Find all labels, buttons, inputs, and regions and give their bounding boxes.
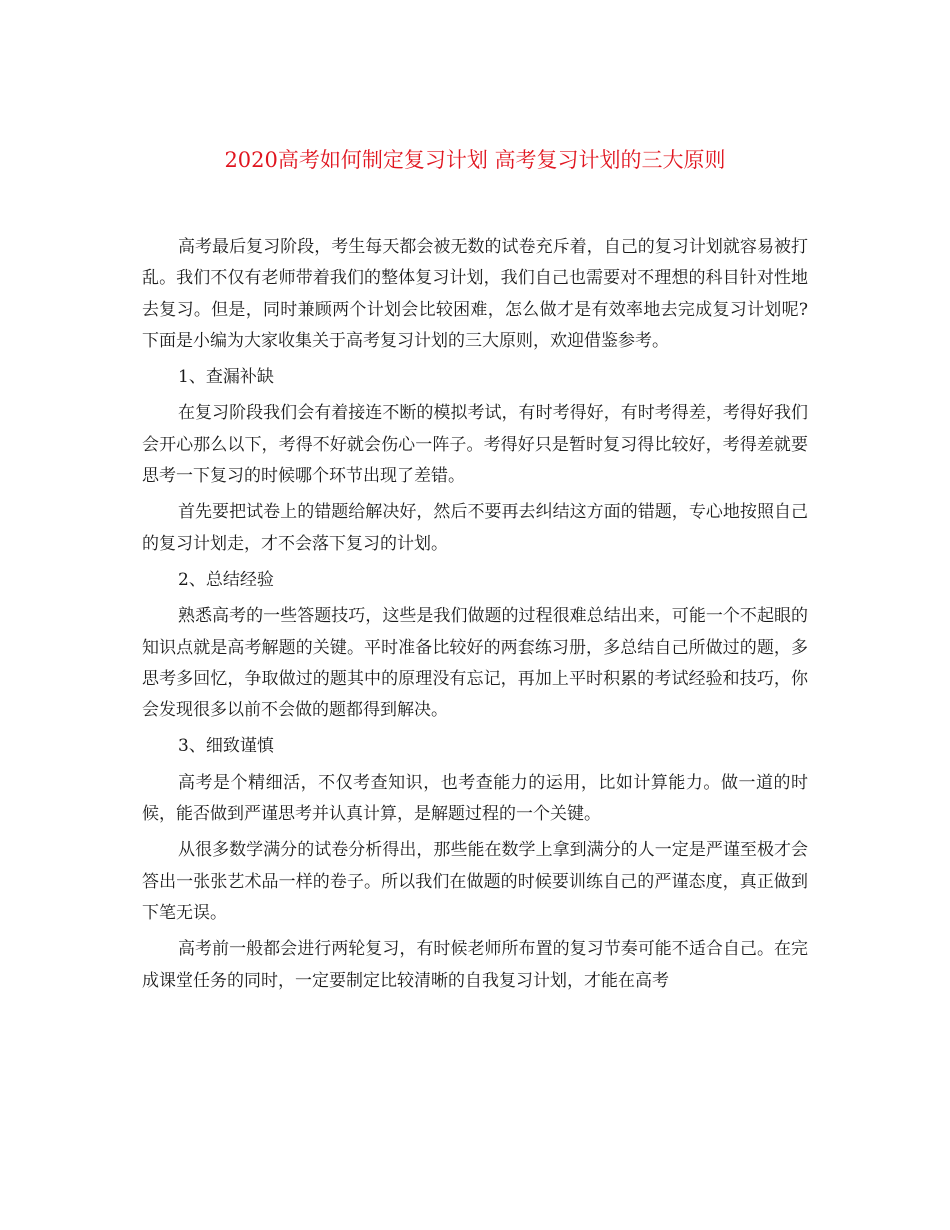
section-3-paragraph-2: 从很多数学满分的试卷分析得出，那些能在数学上拿到满分的人一定是严谨至极才会答出一张张艺术品一样的卷子。所以我们在做题的时候要训练自己的严谨态度，真正做到下笔无误。 [142,840,808,923]
document-title: 2020高考如何制定复习计划 高考复习计划的三大原则 [224,148,726,172]
section-3-paragraph-3: 高考前一般都会进行两轮复习，有时候老师所布置的复习节奏可能不适合自己。在完成课堂任务的同时，一定要制定比较清晰的自我复习计划，才能在高考 [142,939,808,991]
document-body [142,232,808,1002]
section-heading-3: 3、细致谨慎 [178,736,274,757]
intro-paragraph: 高考最后复习阶段，考生每天都会被无数的试卷充斥着，自己的复习计划就容易被打乱。我们不仅有老师带着我们的整体复习计划，我们自己也需要对不理想的科目针对性地去复习。但是，同时兼顾两个计划会比较困难，怎么做才是有效率地去完成复习计划呢?下面是小编为大家收集关于高考复习计划的三大原则，欢迎借鉴参考。 [142,237,808,351]
section-2-paragraph-1: 熟悉高考的一些答题技巧，这些是我们做题的过程很难总结出来，可能一个不起眼的知识点就是高考解题的关键。平时准备比较好的两套练习册，多总结自己所做过的题，多思考多回忆，争取做过的题其中的原理没有忘记，再加上平时积累的考试经验和技巧，你会发现很多以前不会做的题都得到解决。 [142,606,808,721]
section-1-paragraph-1: 在复习阶段我们会有着接连不断的模拟考试，有时考得好，有时考得差，考得好我们会开心那么以下，考得不好就会伤心一阵子。考得好只是暂时复习得比较好，考得差就要思考一下复习的时候哪个环节出现了差错。 [142,403,808,487]
section-1-paragraph-2: 首先要把试卷上的错题给解决好，然后不要再去纠结这方面的错题，专心地按照自己的复习计划走，才不会落下复习的计划。 [142,502,808,554]
section-heading-1: 1、查漏补缺 [178,367,274,388]
section-3-paragraph-1: 高考是个精细活，不仅考查知识，也考查能力的运用，比如计算能力。做一道的时候，能否做到严谨思考并认真计算，是解题过程的一个关键。 [142,772,808,825]
section-heading-2: 2、总结经验 [178,569,274,590]
